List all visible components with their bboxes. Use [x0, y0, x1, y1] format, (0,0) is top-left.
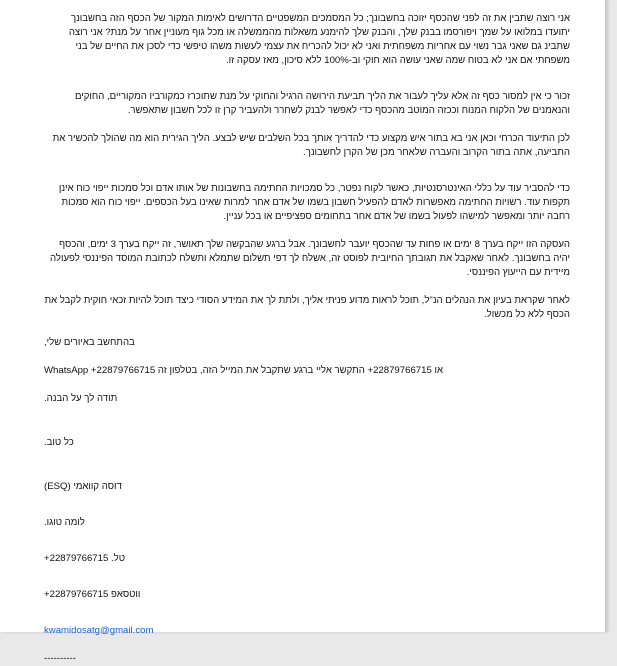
contact-line: או 22879766715+ התקשר אליי ברגע שתקבל את המייל הזה, בטלפון זה WhatsApp +22879766715 — [44, 365, 443, 376]
paragraph-inheritance-claim: זכור כי אין למסור כסף זה אלא עליך לעבור את הליך תביעת הירושה הרגיל והחוקי על מנת שתוכרז כמקורביו המקוריים, החוקים והנאמנים של הלקוח המנוח וככזה המוטב מהכסף כדי לאפשר לבנק לשחרר ולהעביר קרן זו לכל חשבון שתאפשר. — [74, 91, 570, 116]
goodbye-line: כל טוב. — [44, 437, 74, 448]
regards-line: בהתחשב באיורים שלי, — [44, 337, 135, 348]
signature-phone: טל. 22879766715+ — [44, 553, 125, 564]
paragraph-procedures: לאחר שקראת בעיון את הנהלים הנ"ל, תוכל לראות מדוע פניתי אליך, ולתת לך את המידע הסודי כיצד תוכל להיות זכאי חוקית לקבל את הכסף ללא כל מכשול. — [44, 295, 570, 320]
paragraph-transaction-timeline: העסקה הזו ייקח בערך 8 ימים או פחות עד שהכסף יועבר לחשבונך. אבל ברגע שהבקשה שלך תאושר, זה ייקח בערך 3 ימים, והכסף יהיה בחשבונך. לאחר שאקבל את תגובתך החיובית לפוסט זה, אשלח לך דפי תשלום שתמלא ותשלח לכתובת המוסד הפיננסי לפעולה מיידית עם הייעוץ הפיננסי. — [50, 239, 570, 278]
signature-name: דוסה קוואמי (ESQ) — [44, 481, 122, 492]
separator-line: ---------- — [44, 653, 76, 664]
email-link[interactable]: kwamidosatg@gmail.com — [44, 625, 154, 636]
signature-location: לומה טוגו. — [44, 517, 85, 528]
thanks-line: תודה לך על הבנה. — [44, 393, 118, 404]
signature-whatsapp: ווטסאפ 22879766715+ — [44, 589, 141, 600]
paragraph-documentation: לכן התיעוד הכרחי וכאן אני בא בתור איש מקצוע כדי להדריך אותך בכל השלבים שיש לבצע. הליך הגירית הוא מה שהולך להכשיר את התביעה, אתה בתור הקרוב והעברה שלאחר מכן של הקרן לחשבונך. — [52, 133, 570, 158]
paragraph-legal-documents: אני רוצה שתבין את זה לפני שהכסף יזוכה בחשבונך; כל המסמכים המשפטיים הדרושים לאימות המקור של הכסף הזה בחשבונך יתועדו במלואו על שמך ויפורסמו בבנק שלך, והבנק שלך להימנע משאלות מהממשלה או מכל גוף מעוניין אחר על מנת? אני רוצה שתבינ גם שאני גבר נשוי עם אחריות משפחתית ואני לא יכול להכריח את עצמי לעשות משהו טיפשי כדי לסכן את החיים של בני משפחתי אם אני לא בטוח שמה שאני עושה הוא חוקי וב-100% ללא סיכון, מאז עסקה זו. — [68, 13, 570, 66]
email-body — [44, 12, 570, 666]
paragraph-power-of-attorney: כדי להסביר עוד על כללי האינטרסנטיות, כאשר לקוח נפטר, כל סמכויות החתימה בחשבונות של אותו אדם וכל סמכות ייפוי כוח אינן תקפות עוד. רשויות החתימה מאפשרות לאדם להפעיל חשבון בשמו של אדם אחר למרות שאינו בעל הכספים. ייפוי כוח הוא סמכות רחבה יותר ומאפשר למישהו לפעול בשמו של אדם אחר בתחומים ספציפיים או בכל עניין. — [58, 183, 570, 222]
